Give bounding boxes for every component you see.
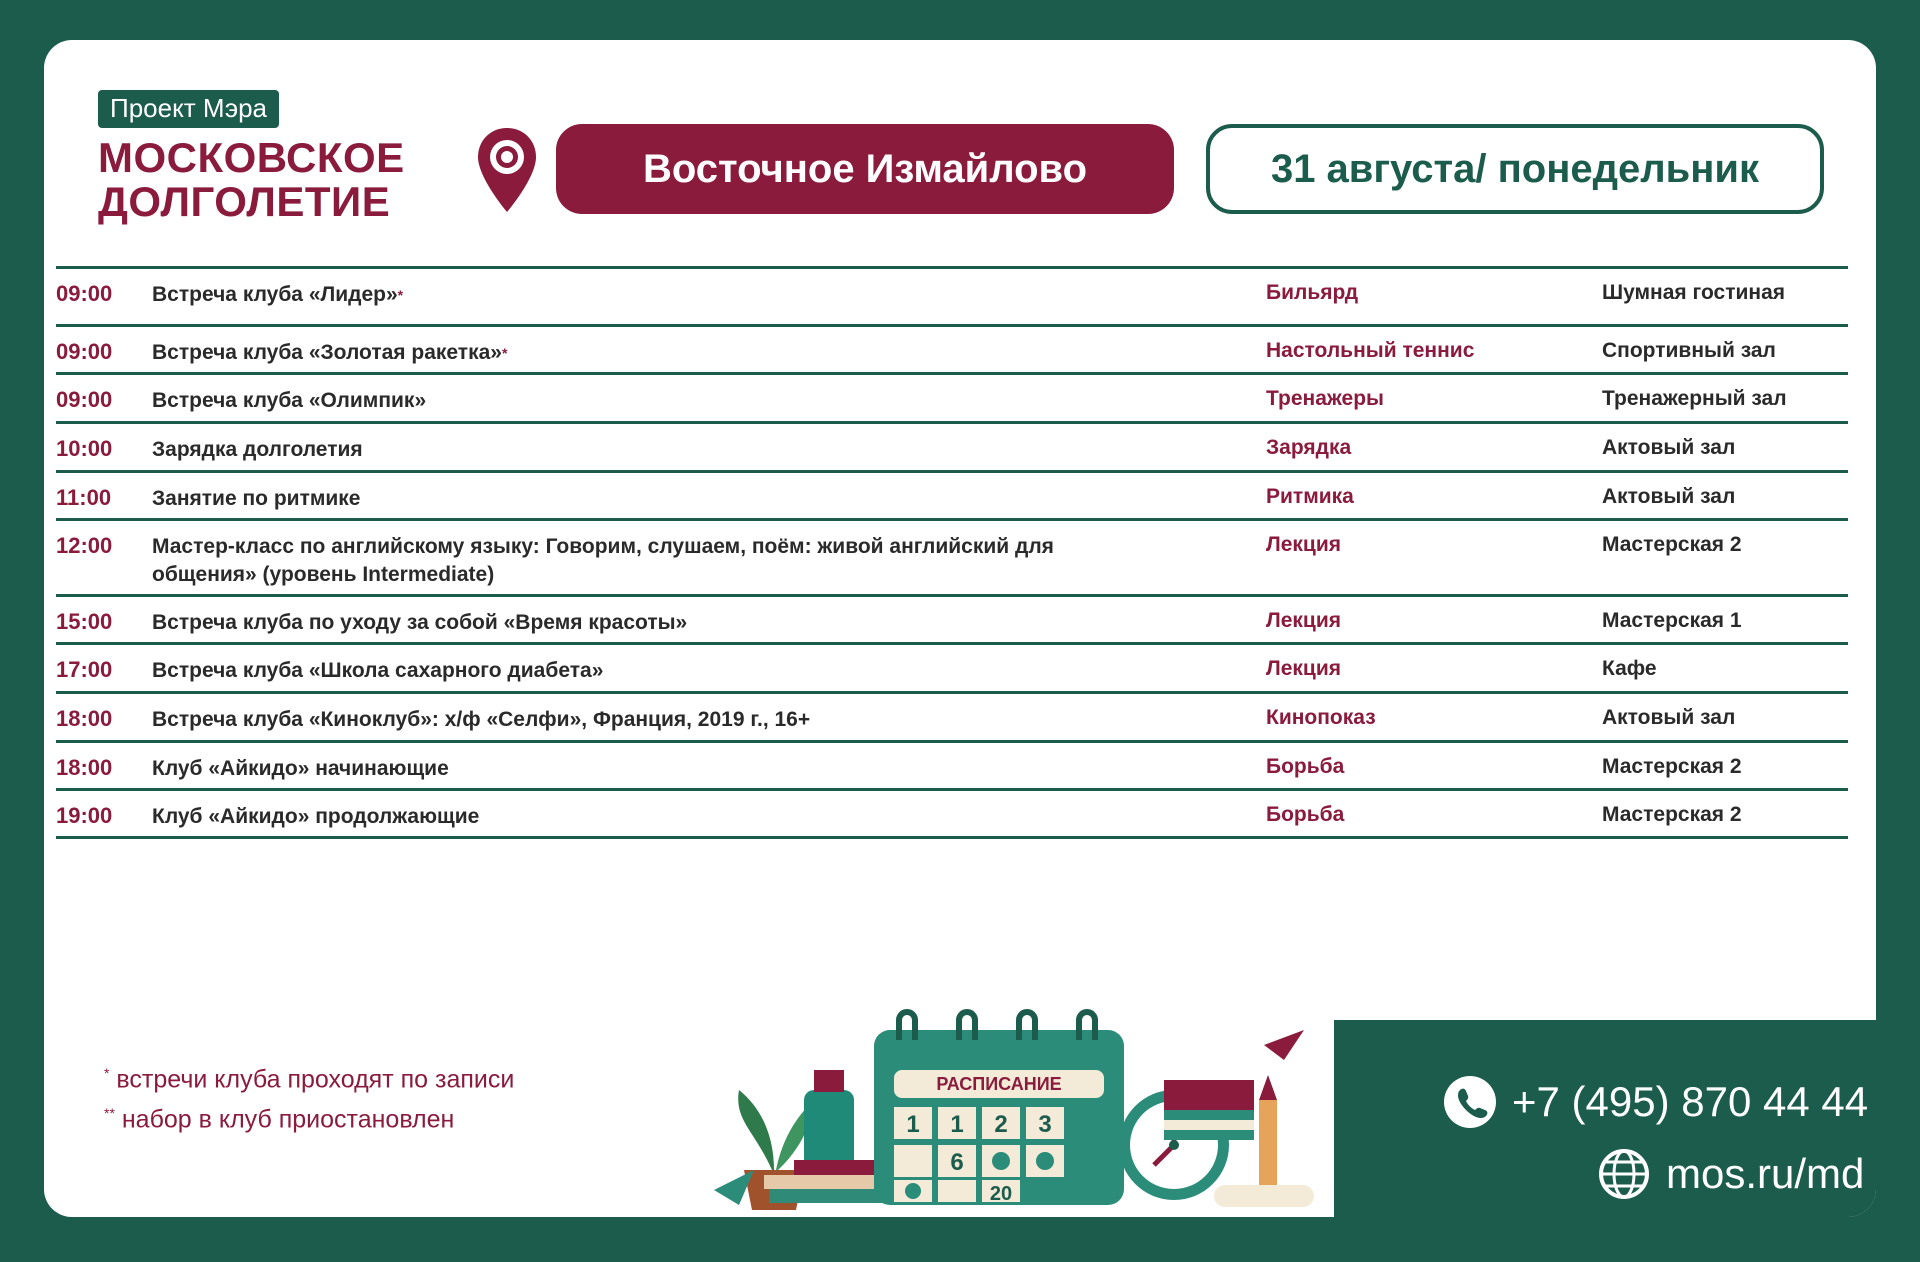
row-category: Лекция [1266,533,1341,556]
footnote-closed: ** набор в клуб приостановлен [104,1105,455,1134]
row-category: Борьба [1266,755,1345,778]
paper-plane-icon [1264,1030,1304,1060]
schedule-card [44,40,1876,1217]
row-room: Тренажерный зал [1602,387,1787,410]
table-row [56,473,1848,521]
logo-line-1: МОСКОВСКОЕ [98,134,405,181]
table-row [56,743,1848,791]
table-row [56,375,1848,424]
logo-line-2: ДОЛГОЛЕТИЕ [98,178,391,225]
row-time: 19:00 [56,803,113,828]
row-category: Бильярд [1266,281,1359,304]
table-row [56,597,1848,645]
logo-badge: Проект Мэра [98,90,279,128]
table-row [56,327,1848,375]
schedule-illustration [694,970,1344,1210]
row-category: Тренажеры [1266,387,1384,410]
calendar-cell: 20 [989,1183,1013,1205]
calendar-cell: 1 [950,1111,964,1138]
row-room: Актовый зал [1602,436,1736,459]
row-room: Мастерская 2 [1602,755,1742,778]
row-title: Встреча клуба «Школа сахарного диабета» [152,659,604,682]
row-title: Встреча клуба «Золотая ракетка»* [152,341,508,364]
row-time: 09:00 [56,339,113,364]
row-time: 11:00 [56,485,112,510]
row-room: Мастерская 1 [1602,609,1742,632]
site-contact [1598,1148,1864,1200]
row-title: Встреча клуба по уходу за собой «Время красоты» [152,611,688,634]
row-category: Ритмика [1266,485,1354,508]
calendar-title: РАСПИСАНИЕ [936,1074,1062,1094]
table-row [56,269,1848,327]
row-time: 12:00 [56,533,113,558]
calendar-cell: 2 [994,1111,1008,1138]
row-title: Встреча клуба «Лидер»* [152,283,404,306]
table-row [56,791,1848,839]
row-time: 09:00 [56,387,113,412]
row-category: Лекция [1266,609,1341,632]
row-time: 18:00 [56,706,113,731]
row-title: Встреча клуба «Киноклуб»: х/ф «Селфи», Франция, 2019 г., 16+ [152,708,811,731]
table-row [56,424,1848,473]
row-room: Мастерская 2 [1602,803,1742,826]
row-title: Встреча клуба «Олимпик» [152,389,427,412]
phone-contact [1444,1076,1868,1128]
row-room: Спортивный зал [1602,339,1776,362]
calendar-cell: 3 [1038,1111,1052,1138]
footnotes [104,1056,514,1137]
schedule-table [56,266,1848,839]
globe-icon [1598,1148,1650,1200]
row-room: Шумная гостиная [1602,281,1786,304]
row-time: 10:00 [56,436,113,461]
footnote-signup: * встречи клуба проходят по записи [104,1065,515,1094]
row-time: 09:00 [56,281,113,306]
row-room: Кафе [1602,657,1657,680]
calendar-cell: 1 [906,1111,920,1138]
table-row [56,521,1848,597]
row-title: Занятие по ритмике [152,487,361,510]
calendar-cell: 6 [950,1149,964,1176]
table-row [56,645,1848,694]
row-category: Настольный теннис [1266,339,1475,362]
calendar-icon [874,1012,1124,1205]
row-category: Борьба [1266,803,1345,826]
row-time: 15:00 [56,609,113,634]
row-room: Актовый зал [1602,706,1736,729]
row-room: Мастерская 2 [1602,533,1742,556]
logo [98,90,405,225]
phone-icon [1444,1076,1496,1128]
row-time: 17:00 [56,657,113,682]
date-pill: 31 августа/ понедельник [1206,124,1824,214]
signup-mark: * [501,345,508,361]
row-title: Мастер-класс по английскому языку: Говорим, слушаем, поём: живой английский для общения» (уровень Intermediate) [152,535,1054,586]
stacked-stripes-icon [1164,1080,1254,1140]
row-title: Зарядка долголетия [152,438,363,461]
row-category: Лекция [1266,657,1341,680]
location-pin-icon [476,126,538,214]
pencil-icon [1259,1075,1277,1190]
row-title: Клуб «Айкидо» начинающие [152,757,449,780]
phone-number[interactable]: +7 (495) 870 44 44 [1512,1078,1869,1125]
row-time: 18:00 [56,755,113,780]
eraser-icon [1214,1185,1314,1207]
row-category: Кинопоказ [1266,706,1376,729]
website-link[interactable]: mos.ru/md [1666,1150,1865,1197]
district-pill: Восточное Измайлово [556,124,1174,214]
row-category: Зарядка [1266,436,1352,459]
table-row [56,694,1848,743]
row-title: Клуб «Айкидо» продолжающие [152,805,480,828]
signup-mark: * [397,287,404,303]
row-room: Актовый зал [1602,485,1736,508]
